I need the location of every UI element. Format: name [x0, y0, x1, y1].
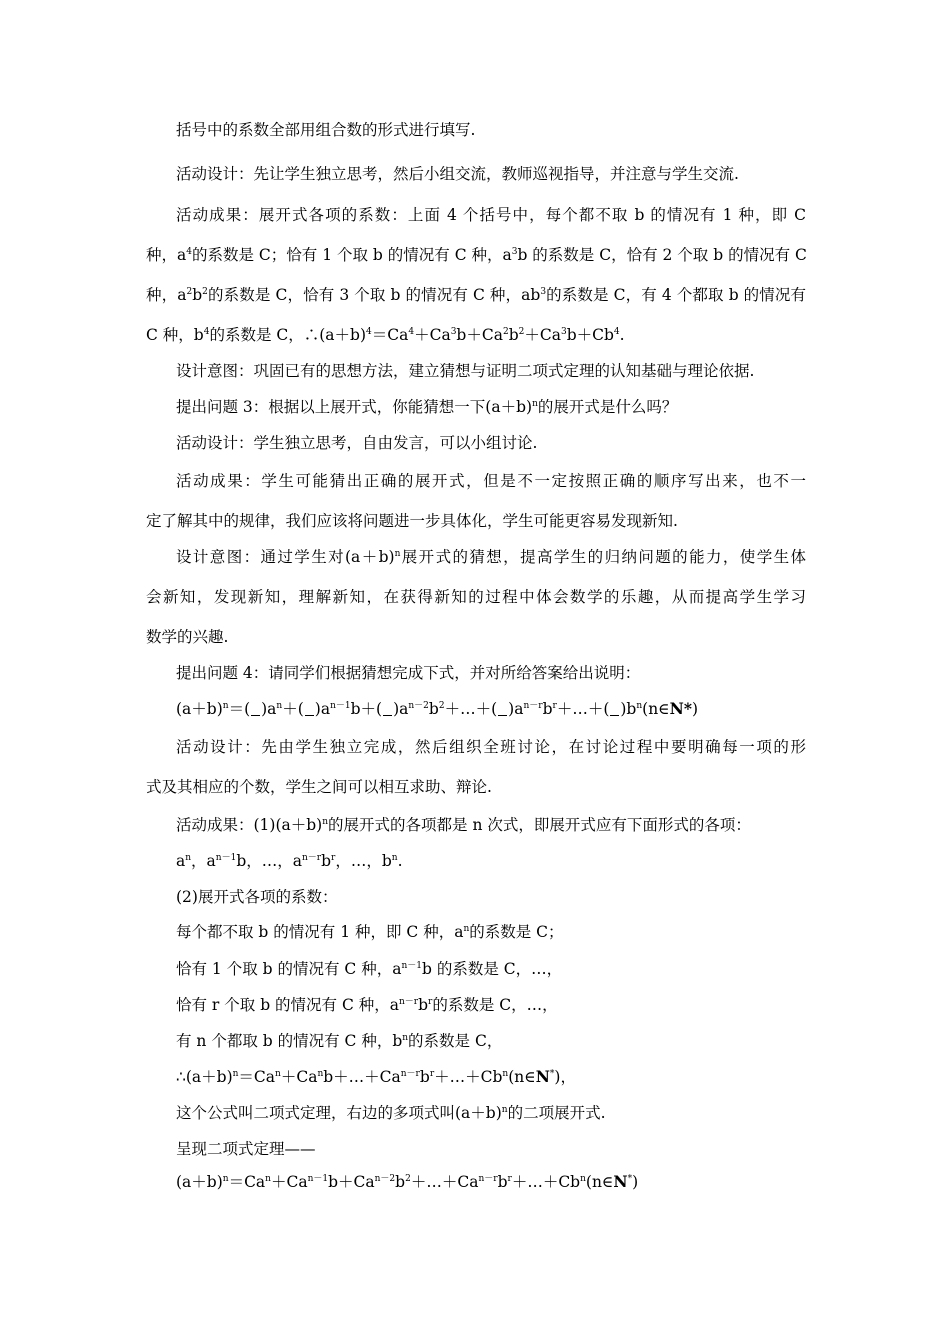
paragraph-line: 式及其相应的个数，学生之间可以相互求助、辩论.: [146, 778, 492, 796]
paragraph-line: 提出问题 3：根据以上展开式，你能猜想一下$(a+b)^n$的展开式是什么吗？: [176, 398, 678, 416]
formula-line: C 种，$b^4$的系数是 C，$\therefore(a+b)^4=Ca^4+Ca^3b+Ca^2b^2+Ca^3b+Cb^4$.: [146, 326, 625, 344]
paragraph-line: 种，$a^4$的系数是 C；恰有 1 个取 b 的情况有 C 种，$a^3b$ 的系数是 C，恰有 2 个取 b 的情况有 C: [146, 246, 807, 264]
paragraph-line: (2)展开式各项的系数：: [176, 888, 338, 906]
answer-blank: [498, 703, 507, 716]
paragraph-line: 括号中的系数全部用组合数的形式进行填写.: [176, 121, 476, 139]
answer-blank: [305, 703, 314, 716]
paragraph-line: 数学的兴趣.: [146, 628, 229, 646]
answer-blank: [251, 703, 260, 716]
paragraph-line: 活动设计：先由学生独立完成，然后组织全班讨论，在讨论过程中要明确每一项的形: [176, 738, 806, 756]
paragraph-line: 定了解其中的规律，我们应该将问题进一步具体化，学生可能更容易发现新知.: [146, 512, 678, 530]
paragraph-line: 活动成果：学生可能猜出正确的展开式，但是不一定按照正确的顺序写出来，也不一: [176, 472, 806, 490]
paragraph-line: 活动设计：先让学生独立思考，然后小组交流，教师巡视指导，并注意与学生交流.: [176, 165, 739, 183]
paragraph-line: 恰有 1 个取 b 的情况有 C 种，$a^{n-1}b$ 的系数是 C，…，: [176, 960, 563, 978]
formula-line: $(a+b)^n=$( )$a^n+$( )$a^{n-1}b+$( )$a^{n-2}b^2+\dots+$( )$a^{n-r}b^r+\dots+$( )$b^n(n\in N*)$: [176, 699, 699, 718]
paragraph-line: 呈现二项式定理——: [176, 1140, 316, 1158]
paragraph-line: 会新知，发现新知，理解新知，在获得新知的过程中体会数学的乐趣，从而提高学生学习: [146, 588, 806, 606]
answer-blank: [610, 703, 619, 716]
paragraph-line: 恰有 r 个取 b 的情况有 C 种，$a^{n-r}b^r$的系数是 C，…，: [176, 996, 558, 1014]
formula-line: $\therefore(a+b)^n=Ca^n+Ca^nb+\dots+Ca^{n-r}b^r+\dots+Cb^n(n\in N^*)$，: [176, 1067, 576, 1086]
paragraph-line: 活动成果：展开式各项的系数：上面 4 个括号中，每个都不取 b 的情况有 1 种，即 C: [176, 206, 806, 224]
theorem-formula-line: $(a+b)^n=Ca^n+Ca^{n-1}b+Ca^{n-2}b^2+\dots+Ca^{n-r}b^r+\dots+Cb^n(n\in N^*)$: [176, 1172, 639, 1191]
paragraph-line: 这个公式叫二项式定理，右边的多项式叫$(a+b)^n$的二项展开式.: [176, 1104, 606, 1122]
paragraph-line: 设计意图：通过学生对$(a+b)^n$展开式的猜想，提高学生的归纳问题的能力，使学生体: [176, 548, 806, 566]
paragraph-line: 种，$a^2b^2$的系数是 C，恰有 3 个取 b 的情况有 C 种，$ab^3$的系数是 C，有 4 个都取 b 的情况有: [146, 286, 807, 304]
paragraph-line: 有 n 个都取 b 的情况有 C 种，$b^n$的系数是 C，: [176, 1032, 503, 1050]
paragraph-line: 设计意图：巩固已有的思想方法，建立猜想与证明二项式定理的认知基础与理论依据.: [176, 362, 755, 380]
paragraph-line: 活动成果：$(1)(a+b)^n$的展开式的各项都是 n 次式，即展开式应有下面形式的各项：: [176, 816, 751, 834]
paragraph-line: 每个都不取 b 的情况有 1 种，即 C 种，$a^n$的系数是 C；: [176, 923, 564, 941]
formula-line: $a^n$，$a^{n-1}b$，…，$a^{n-r}b^r$，…，$b^n$.: [176, 852, 403, 870]
paragraph-line: 提出问题 4：请同学们根据猜想完成下式，并对所给答案给出说明：: [176, 664, 641, 682]
answer-blank: [383, 703, 392, 716]
paragraph-line: 活动设计：学生独立思考，自由发言，可以小组讨论.: [176, 434, 538, 452]
